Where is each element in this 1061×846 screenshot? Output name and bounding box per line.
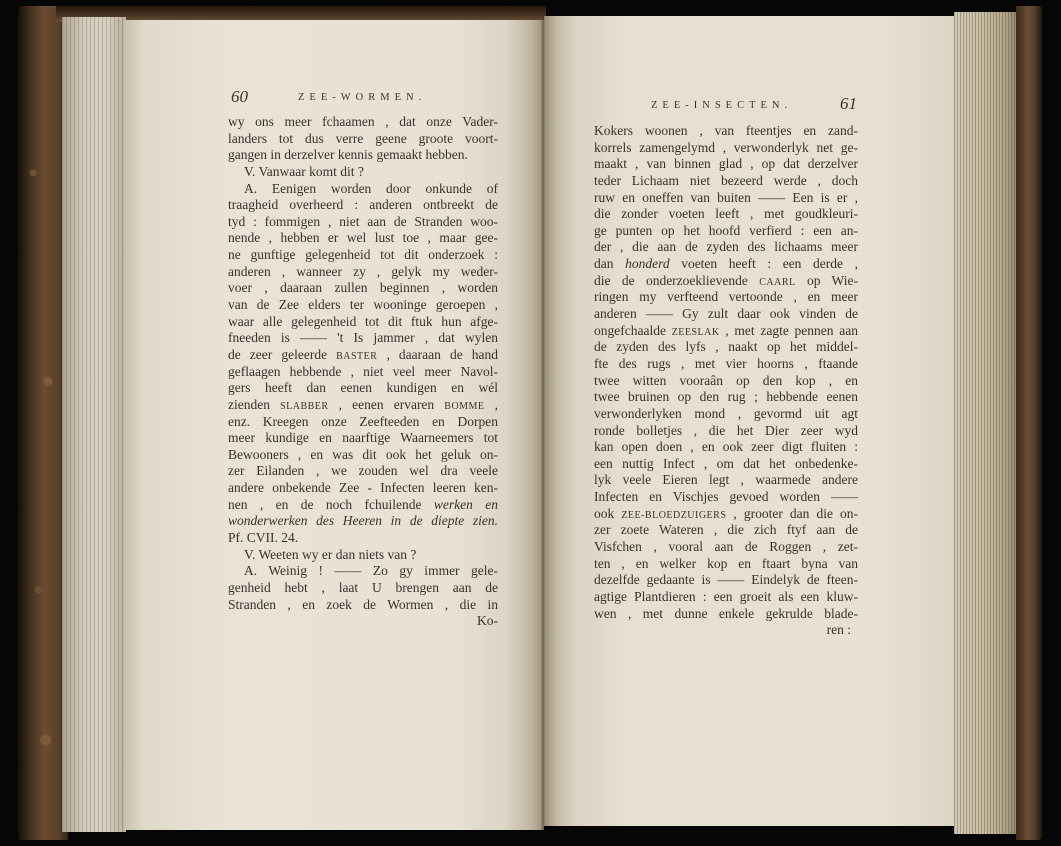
- text-line: anderen —— Gy zult daar ook vinden de: [594, 306, 858, 322]
- text-line: de zyden des lyfs , naakt op het middel-: [594, 339, 858, 355]
- right-catchword: ren :: [826, 622, 851, 638]
- text-line: zer Eilanden , we zouden wel dra veele: [228, 463, 498, 479]
- text-line: waar alle gelegenheid tot dit ftuk hun afge-: [228, 313, 498, 329]
- small-caps-name: ZEE-BLOEDZUIGERS: [621, 509, 727, 521]
- text-line: [228, 513, 498, 530]
- right-page-stack: [954, 12, 1018, 834]
- text-line: nen , en de noch fchuilende werken en: [228, 496, 498, 512]
- text-line: genheid hebt , laat U brengen aan de: [228, 579, 498, 595]
- text-line: Infecten en Vischjes gevoed worden ——: [594, 489, 858, 505]
- text-line: fneeden is —— 't Is jammer , dat wylen: [228, 330, 498, 346]
- text-line: zienden SLABBER , eenen ervaren BOMME ,: [228, 396, 499, 412]
- text-line: A. Weinig ! —— Zo gy immer gele-: [244, 563, 498, 579]
- left-page-number: 60: [231, 87, 248, 106]
- text-line: V. Vanwaar komt dit ?: [244, 163, 364, 179]
- text-line: ringen my verfteend vertoonde , en meer: [594, 289, 858, 305]
- left-running-head: ZEE-WORMEN.: [298, 92, 427, 103]
- text-line: andere onbekende Zee - Infecten leeren ken-: [228, 480, 498, 496]
- text-line: traagheid overheerd : anderen ontbreekt de: [228, 197, 498, 213]
- text-line: twee witten vooraân op den kop , en: [594, 372, 858, 388]
- text-line: wen , met dunne enkele gekrulde blade-: [594, 605, 858, 621]
- small-caps-name: SLABBER: [280, 400, 329, 412]
- text-line: fte des rugs , met vier hoorns , ftaande: [594, 355, 858, 371]
- left-page-stack: [62, 17, 126, 832]
- left-catchword: Ko-: [477, 613, 498, 629]
- text-line: landers tot dus verre geene groote voort-: [228, 130, 498, 146]
- text-line: gangen in derzelver kennis gemaakt hebben.: [228, 147, 468, 163]
- text-line: enz. Kreegen onze Zeefteeden en Dorpen: [228, 413, 498, 429]
- text-line: anderen , wanneer zy , gelyk my weder-: [228, 263, 498, 279]
- text-line: ten , en welker kop en ftaart byna van: [594, 555, 858, 571]
- right-page-text: [594, 123, 858, 639]
- text-line: gers heeft dan eenen kundigen en wél: [228, 380, 498, 396]
- right-page-lines: [594, 123, 858, 622]
- text-line: Visfchen , vooral aan de Roggen , zet-: [594, 539, 858, 555]
- text-line: Bewooners , en was dit ook het geluk on-: [228, 446, 498, 462]
- text-line: der , die aan de zyden des lichaams meer: [594, 239, 858, 255]
- small-caps-name: BOMME: [444, 400, 485, 412]
- text-line: kan open doen , en ook zeer digt fluiten :: [594, 439, 858, 455]
- text-line: ne gunftige gelegenheid tot dit onderzoek :: [228, 247, 498, 263]
- small-caps-name: ZEESLAK: [671, 326, 720, 338]
- text-line: ronde bolletjes , die het Dier zeer wyd: [594, 422, 858, 438]
- small-caps-name: CAARL: [759, 276, 796, 288]
- right-running-head: ZEE-INSECTEN.: [651, 100, 793, 111]
- text-line: ge punten op het hoofd verfierd : een an-: [594, 222, 858, 238]
- book-gutter: [541, 16, 545, 830]
- text-line: ook ZEE-BLOEDZUIGERS , grooter dan die on-: [594, 505, 859, 521]
- text-line: tyd : fommigen , niet aan de Stranden woo-: [228, 213, 498, 229]
- text-line: agtige Plantdieren : een groeit als een kluw-: [594, 588, 858, 604]
- text-line: korrels zamengelymd , verwonderlyk net ge-: [594, 139, 858, 155]
- text-line: Kokers woonen , van fteentjes en zand-: [594, 123, 858, 138]
- left-page-text: [228, 114, 498, 630]
- text-line: de zeer geleerde BASTER , daaraan de hand: [228, 346, 498, 362]
- text-line: een nuttig Infect , om dat het onbedenke-: [594, 455, 858, 471]
- text-line: nende , hebben er wel lust toe , maar gee-: [228, 230, 498, 246]
- text-line: Pf. CVII. 24.: [228, 530, 299, 546]
- left-page-lines: [228, 114, 498, 613]
- text-line: ongefchaalde ZEESLAK , met zagte pennen aan: [594, 322, 858, 338]
- text-line: verwonderlyken mond , gevormd uit agt: [594, 405, 858, 421]
- left-cover-edge: [18, 6, 68, 840]
- text-line: ruw en oneffen van buiten —— Een is er ,: [594, 189, 858, 205]
- italic-text: wonderwerken des Heeren in de diepte zien.: [228, 513, 498, 529]
- text-line: maakt , van binnen glad , op dat derzelver: [594, 156, 858, 172]
- italic-text: werken en: [433, 496, 498, 512]
- text-line: van de Zee elders ter wooninge geroepen ,: [228, 297, 498, 313]
- text-line: voer , daaraan zullen beginnen , worden: [228, 280, 498, 296]
- italic-text: honderd: [625, 256, 670, 272]
- text-line: meer kundige en naarftige Waarneemers tot: [228, 430, 498, 446]
- text-line: wy ons meer fchaamen , dat onze Vader-: [228, 114, 498, 129]
- text-line: lyk veele Eieren legt , waarmede andere: [594, 472, 858, 488]
- text-line: teder Lichaam niet bezeerd werde , doch: [594, 172, 858, 188]
- text-line: geflaagen hebbende , niet veel meer Navol-: [228, 363, 498, 379]
- small-caps-name: BASTER: [336, 350, 378, 362]
- right-page-number: 61: [840, 94, 857, 113]
- text-line: A. Eenigen worden door onkunde of: [244, 180, 498, 196]
- text-line: die de onderzoeklievende CAARL op Wie-: [594, 272, 858, 288]
- text-line: zer zoete Wateren , die zich ftyf aan de: [594, 522, 858, 538]
- text-line: dezelfde gedaante is —— Eindelyk de fteen-: [594, 572, 858, 588]
- text-line: dan honderd voeten heeft : een derde ,: [594, 256, 858, 272]
- text-line: Stranden , en zoek de Wormen , die in: [228, 596, 498, 612]
- text-line: die zonder voeten leeft , met goudkleuri-: [594, 206, 858, 222]
- text-line: twee bruinen op den rug ; hebbende eenen: [594, 389, 858, 405]
- right-cover-edge: [1016, 6, 1042, 840]
- text-line: V. Weeten wy er dan niets van ?: [244, 546, 417, 562]
